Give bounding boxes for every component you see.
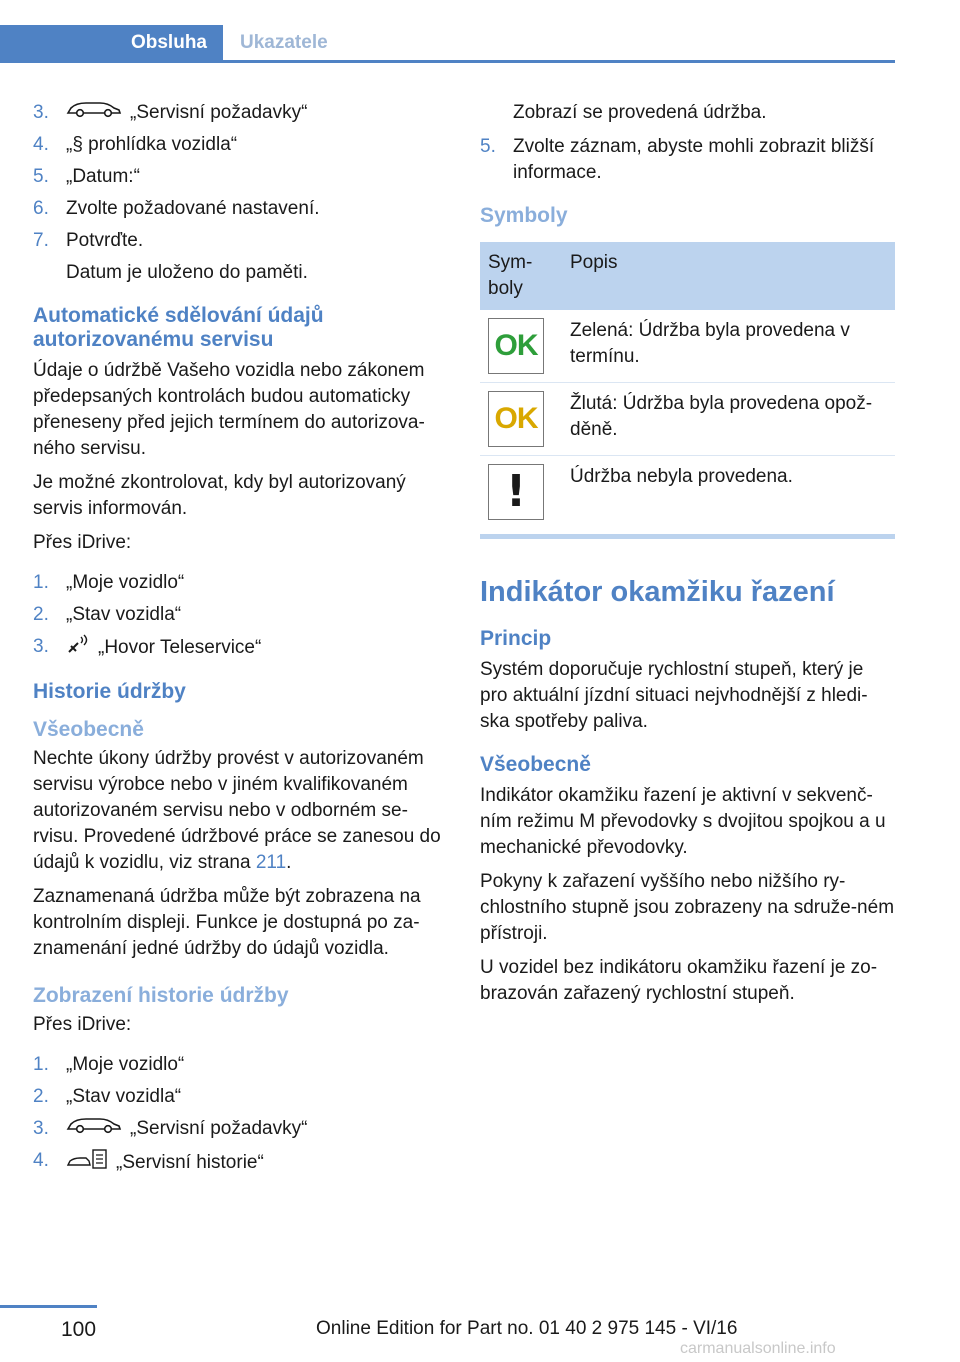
left-column — [33, 100, 445, 1184]
auto-transmission-heading: Automatické sdělování údajů autorizovanému servisu — [33, 304, 324, 352]
list-item: 6. Zvolte požadované nastavení. — [33, 198, 320, 220]
phone-service-icon — [66, 634, 90, 662]
list-item: 1. „Moje vozidlo“ — [33, 1054, 185, 1076]
table-row — [480, 456, 895, 529]
general-heading: Všeobecně — [33, 718, 144, 742]
list-item: 4. „§ prohlídka vozidla“ — [33, 134, 238, 156]
history-steps-list — [33, 1052, 445, 1178]
history-heading: Historie údržby — [33, 680, 186, 704]
paragraph: U vozidel bez indikátoru okamžiku řazení je zo‐brazován zařazený rychlostní stupeň. — [480, 957, 878, 1004]
teleservice-steps-list — [33, 570, 445, 662]
exclamation-icon: ! — [488, 464, 544, 520]
car-service-icon — [66, 100, 122, 126]
paragraph: Nechte úkony údržby provést v autorizovaném servisu výrobce nebo v jiném kvalifikovaném autorizovaném servisu nebo v odborném se‐rvisu. Provedené údržbové práce se zanesou do údajů k vozidlu, viz strana 211. — [33, 748, 441, 874]
list-item: 2. „Stav vozidla“ — [33, 604, 182, 626]
list-item: 4. „Servisní historie“ — [33, 1148, 445, 1178]
table-header-row — [480, 242, 895, 310]
paragraph: Přes iDrive: — [33, 1014, 132, 1036]
paragraph: Je možné zkontrolovat, kdy byl autorizovaný servis informován. — [33, 472, 406, 520]
paragraph: Zaznamenaná údržba může být zobrazena na kontrolním displeji. Funkce je dostupná po za‐znamenání jedné údržby do údajů vozidla. — [33, 886, 421, 960]
settings-steps-list — [33, 100, 445, 286]
car-service-icon — [66, 1116, 122, 1142]
page-number: 100 — [61, 1318, 97, 1341]
display-history-heading: Zobrazení historie údržby — [33, 984, 289, 1008]
table-header-description: Popis — [562, 242, 895, 310]
edition-note: Online Edition for Part no. 01 40 2 975 145 - VI/16 — [316, 1318, 738, 1339]
header-rule — [0, 60, 895, 63]
tab-obsluha[interactable]: Obsluha — [0, 25, 223, 60]
history-steps-continued — [480, 134, 895, 186]
table-cell: Údržba nebyla provedena. — [570, 466, 793, 487]
list-item: 5. Zvolte záznam, abyste mohli zobrazit bližší informace. — [480, 136, 875, 183]
principle-heading: Princip — [480, 627, 552, 650]
paragraph: Systém doporučuje rychlostní stupeň, který je pro aktuální jízdní situaci nejvhodnější z hledi‐ska spotřeby paliva. — [480, 659, 868, 732]
symbols-heading: Symboly — [480, 204, 568, 227]
general-heading: Všeobecně — [480, 753, 591, 776]
symbols-table — [480, 242, 895, 528]
ok-yellow-icon: OK — [488, 391, 544, 447]
list-item: 7. Potvrďte. Datum je uloženo do paměti. — [33, 230, 308, 284]
page-link[interactable]: 211 — [255, 852, 287, 874]
list-item: 3. „Servisní požadavky“ — [33, 100, 445, 126]
paragraph: Pokyny k zařazení vyššího nebo nižšího ry‐chlostního stupně jsou zobrazeny na sdruže‐ném přístroji. — [480, 871, 895, 944]
paragraph: Indikátor okamžiku řazení je aktivní v sekvenč‐ním režimu M převodovky s dvojitou spojkou a u mechanické převodovky. — [480, 785, 886, 858]
ok-green-icon: OK — [488, 318, 544, 374]
table-row — [480, 383, 895, 456]
table-cell: Žlutá: Údržba byla provedena opož‐děně. — [562, 383, 895, 456]
table-cell: Zelená: Údržba byla provedena v termínu. — [562, 310, 895, 383]
table-row — [480, 310, 895, 383]
watermark: carmanualsonline.info — [680, 1340, 836, 1357]
header-tabbar — [0, 25, 895, 63]
list-item: 3. „Servisní požadavky“ — [33, 1116, 445, 1142]
continued-text: Zobrazí se provedená údržba. — [513, 102, 767, 123]
shift-indicator-heading: Indikátor okamžiku řazení — [480, 576, 835, 608]
list-item: 1. „Moje vozidlo“ — [33, 572, 185, 594]
footer-rule — [0, 1305, 97, 1308]
right-column — [480, 100, 895, 1015]
list-item: 2. „Stav vozidla“ — [33, 1086, 182, 1108]
paragraph: Údaje o údržbě Vašeho vozidla nebo zákonem předepsaných kontrolách budou automaticky přeneseny před jejich termínem do autorizova‐ného servisu. — [33, 360, 425, 460]
table-bottom-rule — [480, 534, 895, 539]
table-header-symbols: Sym‐boly — [480, 242, 562, 310]
list-item: 5. „Datum:“ — [33, 166, 140, 188]
list-item: 3. „Hovor Teleservice“ — [33, 634, 445, 662]
tab-ukazatele[interactable]: Ukazatele — [240, 32, 328, 53]
paragraph: Přes iDrive: — [33, 532, 132, 554]
service-history-icon — [66, 1148, 108, 1178]
